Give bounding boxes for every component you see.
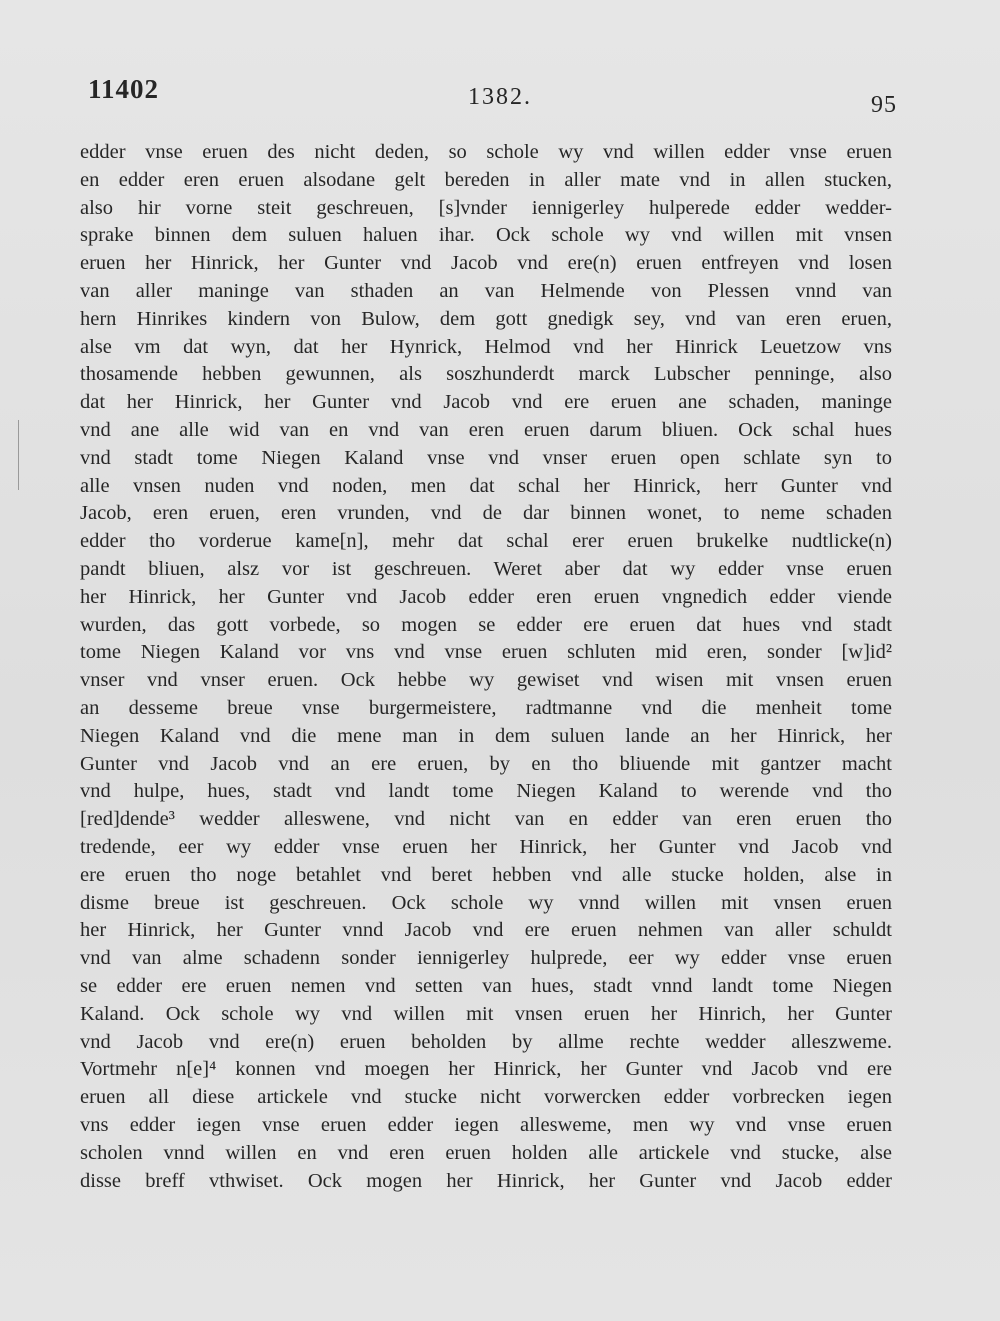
text-line: alse vm dat wyn, dat her Hynrick, Helmod vnd her Hinrick Leuetzow vns [80,335,892,358]
text-line: vnd hulpe, hues, stadt vnd landt tome Niegen Kaland to werende vnd tho [80,780,892,803]
page-fold-mark [18,420,19,490]
text-line: vnd Jacob vnd ere(n) eruen beholden by allme rechte wedder alleszweme. [80,1030,892,1053]
text-line: vnd ane alle wid van en vnd van eren eruen darum bliuen. Ock schal hues [80,419,892,441]
text-line: her Hinrick, her Gunter vnnd Jacob vnd ere eruen nehmen van aller schuldt [80,919,892,942]
text-line: sprake binnen dem suluen haluen ihar. Ock schole wy vnd willen mit vnsen [80,224,892,247]
text-line: edder vnse eruen des nicht deden, so schole wy vnd willen edder vnse eruen [80,141,892,163]
text-line: Gunter vnd Jacob vnd an ere eruen, by en tho bliuende mit gantzer macht [80,752,892,775]
text-line: her Hinrick, her Gunter vnd Jacob edder eren eruen vngnedich edder viende [80,585,892,608]
text-line: thosamende hebben gewunnen, als soszhunderdt marck Lubscher penninge, also [80,363,892,386]
text-line: edder tho vorderue kame[n], mehr dat schal erer eruen brukelke nudtlicke(n) [80,530,892,553]
page-number: 95 [871,92,897,118]
text-line: Vortmehr n[e]⁴ konnen vnd moegen her Hinrick, her Gunter vnd Jacob vnd ere [80,1058,892,1081]
document-number: 11402 [88,74,160,104]
text-line: se edder ere eruen nemen vnd setten van hues, stadt vnnd landt tome Niegen [80,975,892,997]
text-line: en edder eren eruen alsodane gelt bereden in aller mate vnd in allen stucken, [80,168,892,191]
text-line: scholen vnnd willen en vnd eren eruen holden alle artickele vnd stucke, alse [80,1141,892,1164]
text-line: eruen her Hinrick, her Gunter vnd Jacob vnd ere(n) eruen entfreyen vnd losen [80,252,892,275]
text-line: vnd van alme schadenn sonder iennigerley hulprede, eer wy edder vnse eruen [80,947,892,970]
running-header [0,70,1000,120]
text-line: Jacob, eren eruen, eren vrunden, vnd de dar binnen wonet, to neme schaden [80,502,892,525]
text-line: hern Hinrikes kindern von Bulow, dem gott gnedigk sey, vnd van eren eruen, [80,307,892,330]
text-line: vnser vnd vnser eruen. Ock hebbe wy gewiset vnd wisen mit vnsen eruen [80,669,892,692]
text-line: disse breff vthwiset. Ock mogen her Hinrick, her Gunter vnd Jacob edder [80,1169,892,1192]
text-line: Kaland. Ock schole wy vnd willen mit vnsen eruen her Hinrich, her Gunter [80,1002,892,1025]
text-line: vns edder iegen vnse eruen edder iegen allesweme, men wy vnd vnse eruen [80,1114,892,1136]
text-line: dat her Hinrick, her Gunter vnd Jacob vnd ere eruen ane schaden, maninge [80,391,892,414]
text-line: ere eruen tho noge betahlet vnd beret hebben vnd alle stucke holden, alse in [80,863,892,886]
text-line: disme breue ist geschreuen. Ock schole wy vnnd willen mit vnsen eruen [80,891,892,914]
text-line: alle vnsen nuden vnd noden, men dat schal her Hinrick, herr Gunter vnd [80,474,892,497]
text-line: an desseme breue vnse burgermeistere, radtmanne vnd die menheit tome [80,697,892,719]
text-line: van aller maninge van sthaden an van Helmende von Plessen vnnd van [80,280,892,302]
text-line: eruen all diese artickele vnd stucke nicht vorwercken edder vorbrecken iegen [80,1086,892,1109]
text-line: also hir vorne steit geschreuen, [s]vnder iennigerley hulperede edder wedder- [80,196,892,219]
header-year: 1382. [468,84,532,110]
text-line: pandt bliuen, alsz vor ist geschreuen. Weret aber dat wy edder vnse eruen [80,558,892,580]
text-line: wurden, das gott vorbede, so mogen se edder ere eruen dat hues vnd stadt [80,613,892,636]
text-line: vnd stadt tome Niegen Kaland vnse vnd vnser eruen open schlate syn to [80,446,892,469]
text-line: Niegen Kaland vnd die mene man in dem suluen lande an her Hinrick, her [80,724,892,747]
text-line: tredende, eer wy edder vnse eruen her Hinrick, her Gunter vnd Jacob vnd [80,836,892,858]
text-line: [red]dende³ wedder alleswene, vnd nicht van en edder van eren eruen tho [80,808,892,831]
text-line: tome Niegen Kaland vor vns vnd vnse eruen schluten mid eren, sonder [w]id² [80,641,892,664]
body-text [80,139,892,1209]
